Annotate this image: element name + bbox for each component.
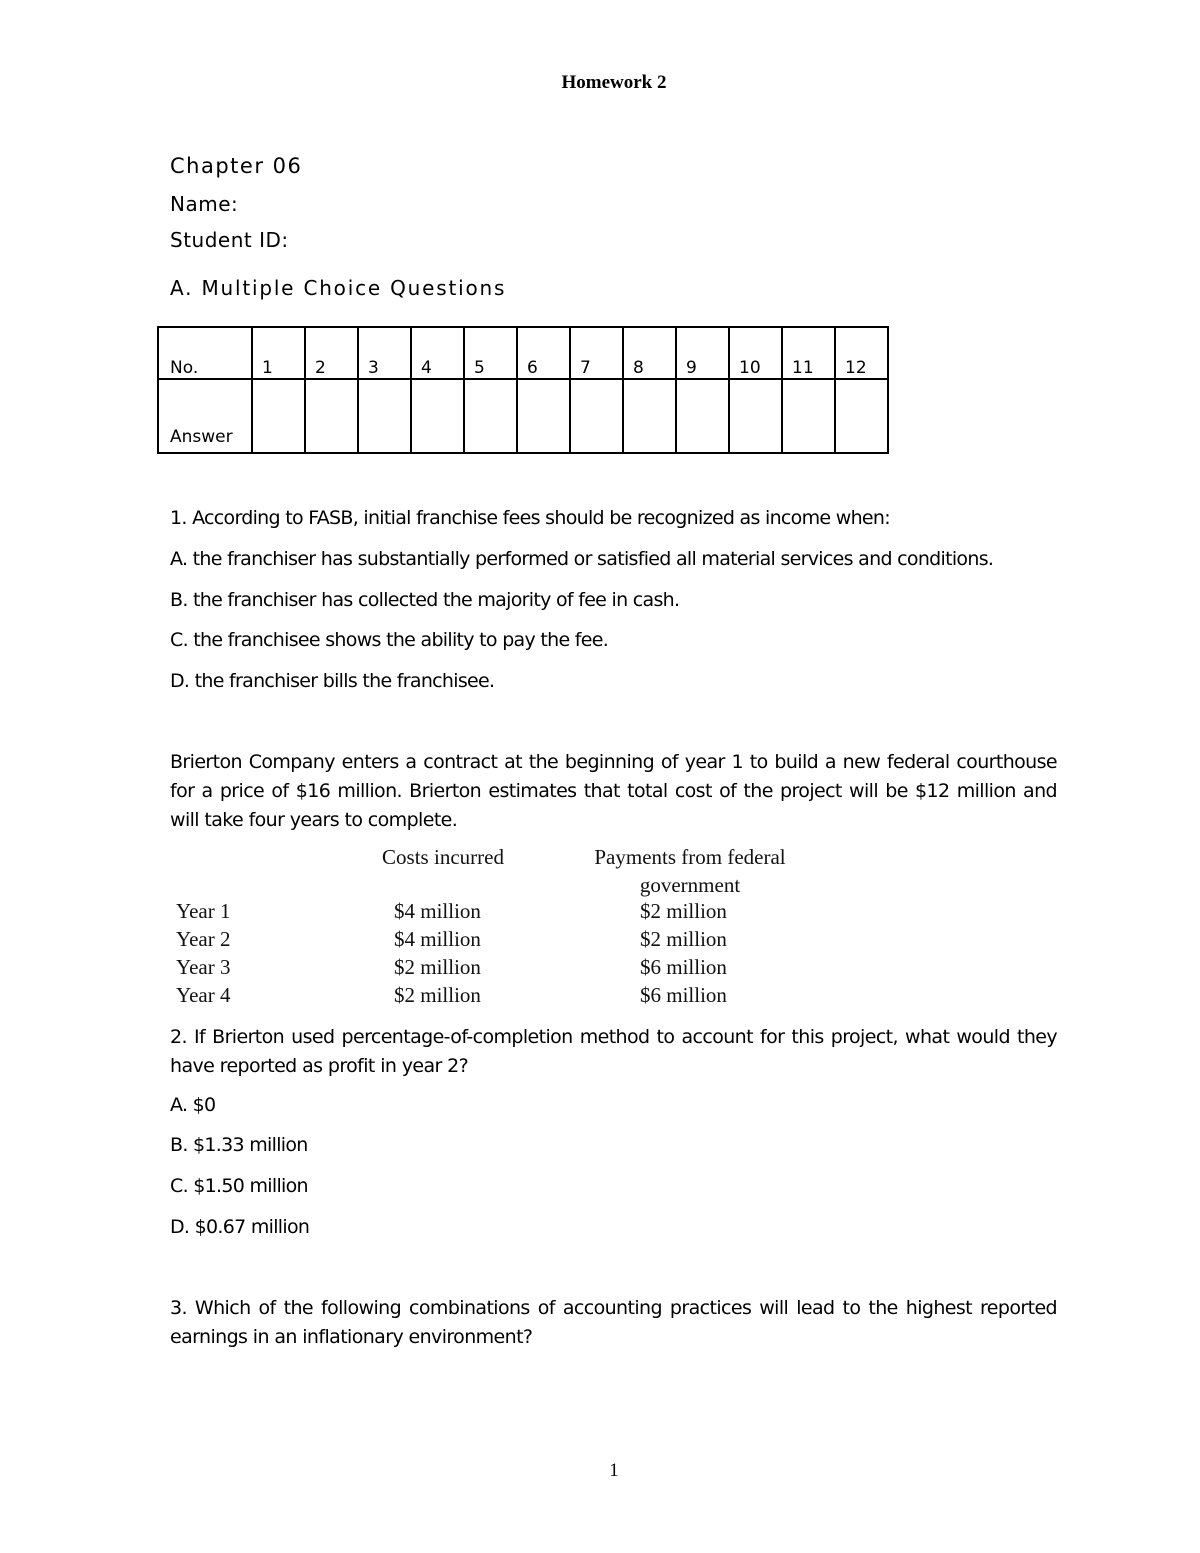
answer-cell[interactable] — [464, 379, 517, 453]
question-1-option-b: B. the franchiser has collected the majority of fee in cash. — [170, 589, 680, 611]
answer-table-number: 2 — [305, 327, 358, 379]
answer-table-number: 7 — [570, 327, 623, 379]
answer-table-header-row — [158, 327, 888, 379]
answer-table-answer-label: Answer — [170, 427, 233, 447]
cost-row-payment: $2 million — [640, 927, 727, 951]
answer-table-number: 12 — [835, 327, 888, 379]
answer-cell[interactable] — [676, 379, 729, 453]
answer-table-no-label: No. — [158, 327, 252, 379]
name-label: Name: — [170, 192, 239, 216]
answer-table-number: 6 — [517, 327, 570, 379]
question-1-option-a: A. the franchiser has substantially performed or satisfied all material services and conditions. — [170, 548, 994, 570]
answer-table-answer-row — [158, 379, 888, 453]
answer-table-number: 9 — [676, 327, 729, 379]
question-2-option-b: B. $1.33 million — [170, 1134, 308, 1156]
question-1-option-d: D. the franchiser bills the franchisee. — [170, 670, 495, 692]
answer-table-answer-label-cell — [158, 379, 252, 453]
payment-column-header — [560, 843, 820, 899]
answer-cell[interactable] — [252, 379, 305, 453]
cost-row-cost: $4 million — [394, 927, 481, 951]
answer-cell[interactable] — [729, 379, 782, 453]
cost-row-year: Year 4 — [176, 983, 231, 1007]
answer-cell[interactable] — [358, 379, 411, 453]
student-id-label: Student ID: — [170, 228, 289, 252]
answer-table — [157, 326, 889, 454]
cost-row-payment: $2 million — [640, 899, 727, 923]
payment-column-header-line1: Payments from federal — [594, 845, 786, 869]
chapter-label: Chapter 06 — [170, 154, 303, 178]
answer-table-number: 4 — [411, 327, 464, 379]
question-1-text: 1. According to FASB, initial franchise fees should be recognized as income when: — [170, 507, 890, 529]
cost-row-payment: $6 million — [640, 983, 727, 1007]
question-2-option-d: D. $0.67 million — [170, 1216, 310, 1238]
answer-cell[interactable] — [305, 379, 358, 453]
answer-cell[interactable] — [623, 379, 676, 453]
answer-cell[interactable] — [782, 379, 835, 453]
answer-table-number: 10 — [729, 327, 782, 379]
answer-table-number: 5 — [464, 327, 517, 379]
cost-column-header: Costs incurred — [382, 845, 504, 869]
answer-cell[interactable] — [411, 379, 464, 453]
page-number: 1 — [609, 1460, 619, 1481]
cost-row-payment: $6 million — [640, 955, 727, 979]
scenario-paragraph: Brierton Company enters a contract at the beginning of year 1 to build a new federal courthouse for a price of $16 million. Brierton estimates that total cost of the project will be $12 million and will take four years to complete. — [170, 751, 1057, 831]
answer-cell[interactable] — [835, 379, 888, 453]
cost-row-year: Year 1 — [176, 899, 231, 923]
question-2-option-a: A. $0 — [170, 1094, 216, 1116]
payment-column-header-line2: government — [639, 873, 741, 897]
answer-table-number: 11 — [782, 327, 835, 379]
answer-table-number: 8 — [623, 327, 676, 379]
answer-table-number: 1 — [252, 327, 305, 379]
cost-row-year: Year 3 — [176, 955, 231, 979]
cost-row-cost: $2 million — [394, 955, 481, 979]
question-3-text: 3. Which of the following combinations of accounting practices will lead to the highest reported earnings in an inflationary environment? — [170, 1297, 1057, 1348]
answer-cell[interactable] — [517, 379, 570, 453]
answer-cell[interactable] — [570, 379, 623, 453]
question-2-option-c: C. $1.50 million — [170, 1175, 308, 1197]
document-title: Homework 2 — [561, 72, 667, 93]
question-1-option-c: C. the franchisee shows the ability to pay the fee. — [170, 629, 609, 651]
answer-table-number: 3 — [358, 327, 411, 379]
cost-row-year: Year 2 — [176, 927, 231, 951]
cost-row-cost: $4 million — [394, 899, 481, 923]
question-2-text: 2. If Brierton used percentage-of-completion method to account for this project, what would they have reported as profit in year 2? — [170, 1026, 1057, 1077]
section-a-title: A. Multiple Choice Questions — [170, 276, 507, 300]
cost-row-cost: $2 million — [394, 983, 481, 1007]
